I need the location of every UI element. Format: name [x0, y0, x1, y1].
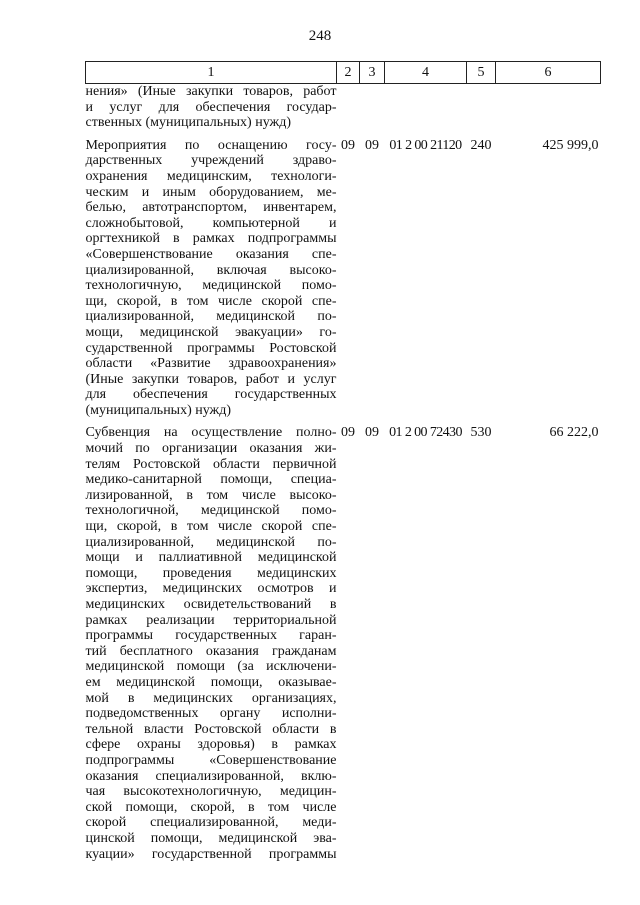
description-line: медицинской помощи (за исключени- [85, 659, 337, 675]
description-line: мочий по организации оказания жи- [85, 441, 337, 457]
description-line: медицинских освидетельствований в [85, 597, 337, 612]
description-line: (Иные закупки товаров, работ и услуг [85, 371, 337, 387]
section-code: 09 [341, 425, 355, 441]
description-line: (муниципальных) нужд) [85, 402, 232, 418]
description-line: технологичной, медицинской помо- [85, 503, 337, 519]
description-line: ской помощи, скорой, в том числе [85, 799, 337, 815]
expense-type-code: 240 [470, 137, 492, 153]
description-line: цинской помощи, медицинской эва- [85, 830, 337, 846]
description-line: технологичную, медицинской помо- [85, 278, 337, 294]
description-line: программы государственных гаран- [85, 628, 337, 644]
section-code [337, 84, 360, 138]
description-line: сложнобытовой, компьютерной и [85, 215, 337, 231]
description-line: оргтехникой в рамках подпрограммы [85, 231, 337, 247]
description-line: ственных (муниципальных) нужд) [85, 115, 291, 131]
amount [496, 84, 601, 138]
description-line: тий бесплатного оказания гражданам [85, 643, 337, 659]
description-line: медико-санитарной помощи, специа- [85, 472, 337, 488]
description-line: охранения медицинским, технологи- [85, 168, 337, 184]
description-line: подпрограммы «Совершенствование [85, 752, 337, 768]
description-line: циализированной, медицинской по- [85, 534, 337, 550]
description-line: ем медицинской помощи, оказывае- [85, 674, 337, 690]
description-line: подведомственных органу исполни- [85, 706, 337, 722]
column-header-1: 1 [86, 62, 337, 84]
description-line: скорой специализированной, меди- [85, 815, 337, 831]
description-line: области «Развитие здравоохранения» [85, 356, 337, 372]
table-row [86, 84, 601, 138]
row-description [86, 84, 337, 138]
column-header-row [86, 62, 601, 84]
description-line: лизированной, в том числе высоко- [85, 487, 337, 503]
target-article-code [385, 84, 467, 138]
description-line: «Совершенствование оказания спе- [85, 246, 337, 262]
description-line: и услуг для обеспечения государ- [85, 99, 337, 115]
description-line: тельной власти Ростовской области в [85, 721, 337, 737]
description-line: ческим и иным оборудованием, ме- [85, 184, 337, 200]
description-line: Субвенция на осуществление полно- [85, 425, 337, 441]
amount: 425 999,0 [542, 137, 599, 153]
column-header-2: 2 [337, 62, 360, 84]
description-line: помощи, проведения медицинских [85, 565, 337, 581]
row-description [86, 425, 337, 869]
description-line: нения» (Иные закупки товаров, работ [85, 84, 337, 99]
subsection-code: 09 [365, 425, 379, 441]
description-line: для обеспечения государственных [85, 387, 337, 403]
description-line: мой в медицинских организациях, [85, 690, 337, 706]
description-line: сфере охраны здоровья) в рамках [85, 737, 337, 753]
description-line: сударственной программы Ростовской [85, 340, 337, 356]
description-line: белью, автотранспортом, инвентарем, [85, 200, 337, 216]
expense-type-code: 530 [470, 425, 492, 441]
amount: 66 222,0 [549, 425, 599, 441]
column-header-6: 6 [496, 62, 601, 84]
page-number: 248 [308, 28, 332, 44]
description-line: оказания специализированной, вклю- [85, 768, 337, 784]
description-line: щи, скорой, в том числе скорой спе- [85, 293, 337, 309]
expense-type-code [467, 84, 496, 138]
target-article-code: 01 2 00 21120 [389, 137, 462, 153]
budget-table [85, 61, 601, 869]
description-line: мощи, медицинской эвакуации» го- [85, 324, 337, 340]
column-header-5: 5 [467, 62, 496, 84]
description-line: щи, скорой, в том числе скорой спе- [85, 519, 337, 535]
subsection-code [360, 84, 385, 138]
column-header-3: 3 [360, 62, 385, 84]
table-row [86, 425, 601, 869]
description-line: Мероприятия по оснащению госу- [85, 137, 337, 153]
description-line: куации» государственной программы [85, 846, 337, 862]
description-line: чая высокотехнологичную, медицин- [85, 784, 337, 800]
target-article-code: 01 2 00 72430 [389, 425, 462, 441]
description-line: рамках реализации территориальной [85, 612, 337, 628]
description-line: экспертиз, медицинских осмотров и [85, 581, 337, 597]
description-line: телям Ростовской области первичной [85, 456, 337, 472]
description-line: циализированной, включая высоко- [85, 262, 337, 278]
column-header-4: 4 [385, 62, 467, 84]
subsection-code: 09 [365, 137, 379, 153]
section-code: 09 [341, 137, 355, 153]
description-line: циализированной, медицинской по- [85, 309, 337, 325]
description-line: дарственных учреждений здраво- [85, 153, 337, 169]
table-row [86, 138, 601, 426]
row-description [86, 138, 337, 426]
description-line: мощи и паллиативной медицинской [85, 550, 337, 566]
